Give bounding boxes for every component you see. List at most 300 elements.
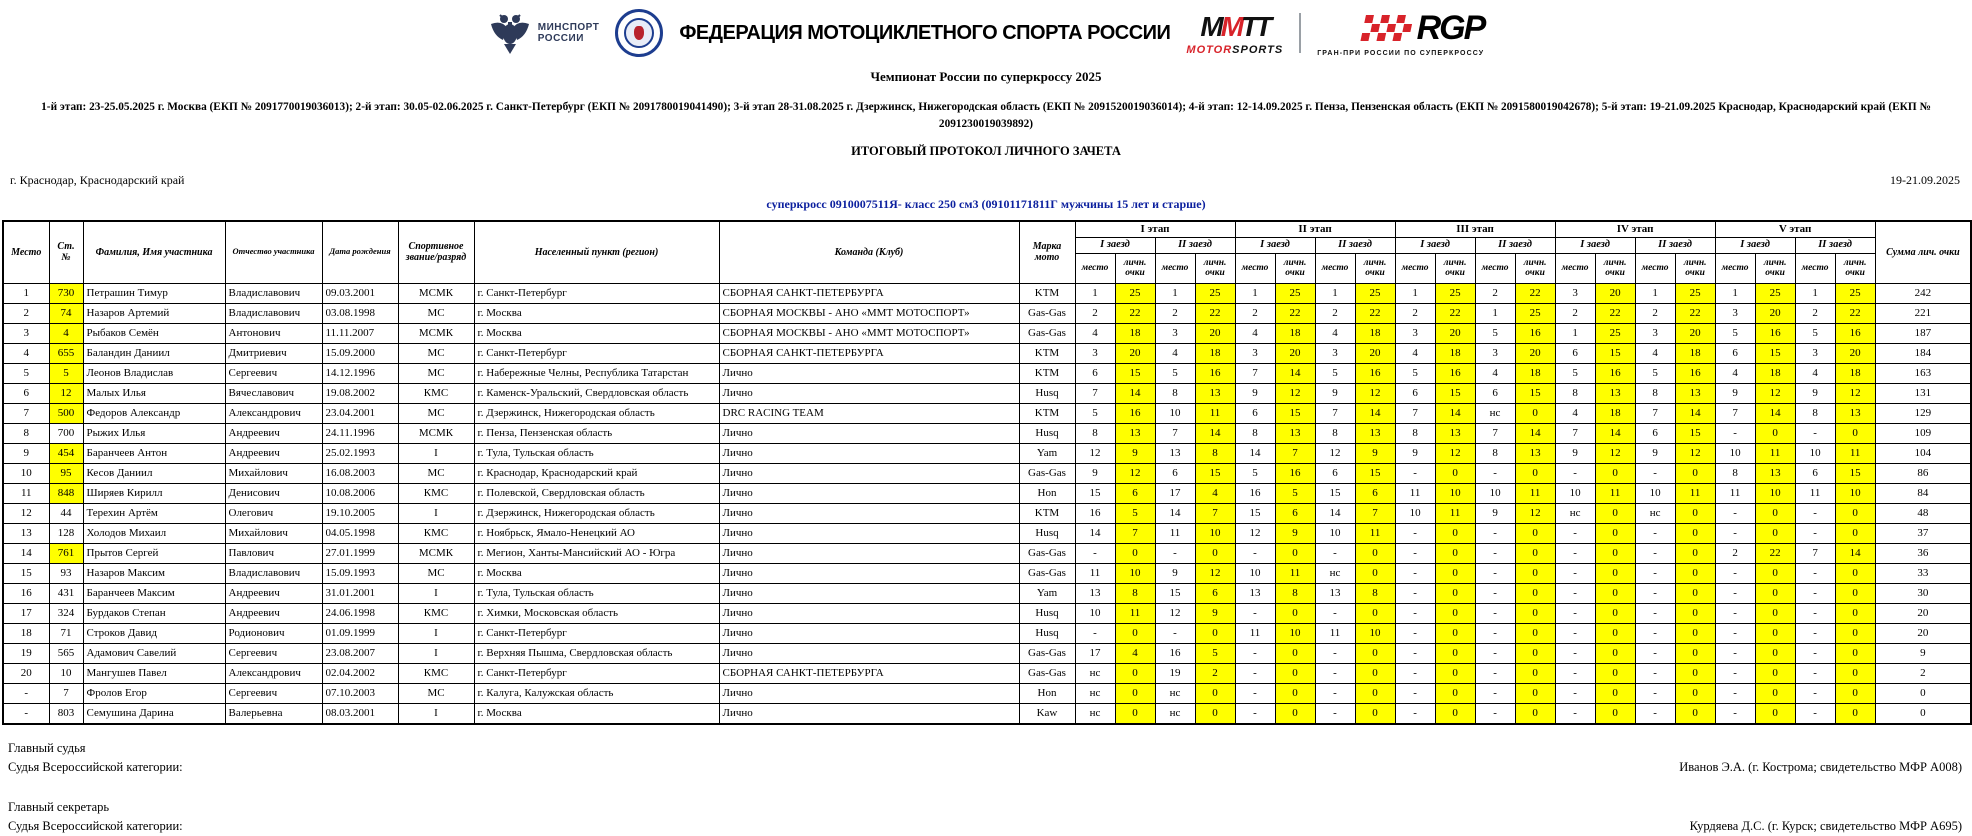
race-place: 7 (1235, 363, 1275, 383)
race-place: - (1475, 703, 1515, 724)
rider-team: Лично (719, 423, 1019, 443)
race-place: - (1635, 683, 1675, 703)
race-points: 0 (1595, 523, 1635, 543)
rider-rank: КМС (398, 383, 474, 403)
race-place: - (1715, 423, 1755, 443)
race-place: 9 (1395, 443, 1435, 463)
double-eagle-icon (488, 10, 532, 56)
subheader-points: личн. очки (1195, 253, 1235, 283)
race-points: 0 (1755, 703, 1795, 724)
chief-judge-name: Иванов Э.А. (г. Кострома; свидетельство МФР А008) (1679, 759, 1962, 774)
rgp-logo (1317, 9, 1484, 57)
race-place: 7 (1155, 423, 1195, 443)
col-header-patronymic: Отчество участника (225, 221, 322, 284)
race-points: 0 (1515, 643, 1555, 663)
rider-team: DRC RACING TEAM (719, 403, 1019, 423)
rider-patronymic: Владиславович (225, 303, 322, 323)
total-points: 84 (1875, 483, 1971, 503)
rider-patronymic: Михайлович (225, 463, 322, 483)
race-points: 7 (1195, 503, 1235, 523)
race-place: - (1315, 643, 1355, 663)
rider-name: Бурдаков Степан (83, 603, 225, 623)
race-place: 7 (1475, 423, 1515, 443)
subheader-points: личн. очки (1675, 253, 1715, 283)
race-points: 0 (1195, 683, 1235, 703)
race-place: - (1555, 683, 1595, 703)
race-place: 4 (1395, 343, 1435, 363)
race-points: 0 (1595, 503, 1635, 523)
race-points: 0 (1835, 643, 1875, 663)
rider-rank: МС (398, 563, 474, 583)
race-points: 0 (1515, 583, 1555, 603)
race-points: 0 (1355, 663, 1395, 683)
rider-team: Лично (719, 683, 1019, 703)
race-points: 0 (1595, 703, 1635, 724)
race-place: 11 (1315, 623, 1355, 643)
table-row (3, 363, 1971, 383)
race-place: нс (1155, 683, 1195, 703)
rider-name: Холодов Михаил (83, 523, 225, 543)
race-points: 18 (1275, 323, 1315, 343)
race-place: - (1635, 563, 1675, 583)
race-place: 4 (1635, 343, 1675, 363)
rider-dob: 15.09.1993 (322, 563, 398, 583)
bike-brand: Gas-Gas (1019, 303, 1075, 323)
chief-judge-role: Главный судья (8, 740, 86, 755)
event-location: г. Краснодар, Краснодарский край (10, 172, 185, 187)
bike-brand: Husq (1019, 603, 1075, 623)
rider-patronymic: Андреевич (225, 443, 322, 463)
total-points: 109 (1875, 423, 1971, 443)
race-place: - (1715, 603, 1755, 623)
race-points: 20 (1355, 343, 1395, 363)
race-points: 6 (1115, 483, 1155, 503)
race-points: 15 (1755, 343, 1795, 363)
race-place: 4 (1155, 343, 1195, 363)
race-points: 12 (1275, 383, 1315, 403)
race-place: 15 (1155, 583, 1195, 603)
total-points: 187 (1875, 323, 1971, 343)
race-place: - (1475, 523, 1515, 543)
race-place: 6 (1555, 343, 1595, 363)
race-points: 0 (1435, 663, 1475, 683)
race-place: 2 (1715, 543, 1755, 563)
race-place: - (1715, 643, 1755, 663)
race-points: 12 (1515, 503, 1555, 523)
race-place: 14 (1155, 503, 1195, 523)
bike-brand: KTM (1019, 403, 1075, 423)
race-place: 13 (1075, 583, 1115, 603)
race-points: 11 (1755, 443, 1795, 463)
race-place: - (1395, 523, 1435, 543)
race-place: - (1635, 623, 1675, 643)
rider-dob: 10.08.2006 (322, 483, 398, 503)
rider-name: Баландин Даниил (83, 343, 225, 363)
start-number: 5 (49, 363, 83, 383)
race-place: 5 (1795, 323, 1835, 343)
subheader-points: личн. очки (1115, 253, 1155, 283)
race-points: 16 (1435, 363, 1475, 383)
race-points: 15 (1435, 383, 1475, 403)
total-points: 48 (1875, 503, 1971, 523)
race-points: 0 (1755, 643, 1795, 663)
race-points: 0 (1115, 683, 1155, 703)
race-place: 8 (1555, 383, 1595, 403)
race-points: 11 (1675, 483, 1715, 503)
rider-patronymic: Владиславович (225, 563, 322, 583)
race-points: 6 (1355, 483, 1395, 503)
rider-team: СБОРНАЯ САНКТ-ПЕТЕРБУРГА (719, 283, 1019, 303)
rider-dob: 19.10.2005 (322, 503, 398, 523)
race-place: - (1715, 703, 1755, 724)
bike-brand: Gas-Gas (1019, 643, 1075, 663)
race-place: нс (1635, 503, 1675, 523)
rider-city: г. Санкт-Петербург (474, 623, 719, 643)
rider-team: Лично (719, 563, 1019, 583)
rider-team: Лично (719, 543, 1019, 563)
rider-dob: 02.04.2002 (322, 663, 398, 683)
race-points: 25 (1835, 283, 1875, 303)
table-row (3, 563, 1971, 583)
race-points: 22 (1595, 303, 1635, 323)
race-points: 20 (1675, 323, 1715, 343)
race-points: 12 (1755, 383, 1795, 403)
race-place: - (1555, 523, 1595, 543)
result-place: 1 (3, 283, 49, 303)
table-row (3, 663, 1971, 683)
race-place: 11 (1715, 483, 1755, 503)
race-place: 2 (1475, 283, 1515, 303)
race-place: 3 (1075, 343, 1115, 363)
race-place: 9 (1315, 383, 1355, 403)
race-points: 14 (1755, 403, 1795, 423)
race-place: 7 (1075, 383, 1115, 403)
race-points: 0 (1515, 523, 1555, 543)
race-points: 10 (1275, 623, 1315, 643)
rider-patronymic: Андреевич (225, 603, 322, 623)
race-points: 0 (1435, 703, 1475, 724)
result-place: 11 (3, 483, 49, 503)
rider-city: г. Верхняя Пышма, Свердловская область (474, 643, 719, 663)
race-place: 5 (1315, 363, 1355, 383)
rider-team: Лично (719, 603, 1019, 623)
race-place: 5 (1155, 363, 1195, 383)
race-points: 0 (1835, 563, 1875, 583)
race-points: 16 (1595, 363, 1635, 383)
race-place: - (1795, 423, 1835, 443)
rider-rank: МС (398, 463, 474, 483)
race-points: 0 (1835, 423, 1875, 443)
result-place: 3 (3, 323, 49, 343)
result-place: 9 (3, 443, 49, 463)
race-points: 0 (1115, 663, 1155, 683)
rider-name: Кесов Даниил (83, 463, 225, 483)
race-place: - (1315, 543, 1355, 563)
race-points: 0 (1275, 683, 1315, 703)
start-number: 10 (49, 663, 83, 683)
race-place: нс (1075, 703, 1115, 724)
stage-header-3: III этап (1395, 221, 1555, 238)
race-place: - (1795, 503, 1835, 523)
total-points: 37 (1875, 523, 1971, 543)
race-points: 13 (1115, 423, 1155, 443)
rider-team: СБОРНАЯ САНКТ-ПЕТЕРБУРГА (719, 663, 1019, 683)
bike-brand: Hon (1019, 483, 1075, 503)
race-place: 8 (1475, 443, 1515, 463)
race-place: 16 (1075, 503, 1115, 523)
race-place: 2 (1635, 303, 1675, 323)
subheader-points: личн. очки (1435, 253, 1475, 283)
race-points: 12 (1435, 443, 1475, 463)
race-place: - (1235, 603, 1275, 623)
chief-secretary-name: Курдяева Д.С. (г. Курск; свидетельство МФР А695) (1689, 819, 1962, 834)
table-row (3, 343, 1971, 363)
rider-dob: 25.02.1993 (322, 443, 398, 463)
race-place: - (1395, 583, 1435, 603)
race-place: 5 (1475, 323, 1515, 343)
race-points: 0 (1515, 403, 1555, 423)
race-points: 0 (1675, 643, 1715, 663)
start-number: 12 (49, 383, 83, 403)
rider-patronymic: Родионович (225, 623, 322, 643)
rider-city: г. Дзержинск, Нижегородская область (474, 403, 719, 423)
mmt-logo-text: MMTT (1200, 10, 1270, 42)
race-place: - (1475, 643, 1515, 663)
rider-team: Лично (719, 503, 1019, 523)
rider-name: Малых Илья (83, 383, 225, 403)
rider-dob: 07.10.2003 (322, 683, 398, 703)
race-place: 5 (1395, 363, 1435, 383)
table-row (3, 383, 1971, 403)
race-points: 0 (1675, 703, 1715, 724)
race-header: I заезд (1395, 237, 1475, 253)
rider-city: г. Полевской, Свердловская область (474, 483, 719, 503)
race-points: 8 (1115, 583, 1155, 603)
race-place: - (1555, 623, 1595, 643)
rider-city: г. Москва (474, 303, 719, 323)
race-points: 7 (1275, 443, 1315, 463)
race-points: 6 (1275, 503, 1315, 523)
rider-name: Ширяев Кирилл (83, 483, 225, 503)
race-points: 13 (1595, 383, 1635, 403)
race-points: 13 (1275, 423, 1315, 443)
race-place: 5 (1635, 363, 1675, 383)
rider-team: Лично (719, 463, 1019, 483)
race-points: 0 (1515, 683, 1555, 703)
race-points: 15 (1675, 423, 1715, 443)
rider-patronymic: Вячеславович (225, 383, 322, 403)
bike-brand: Husq (1019, 623, 1075, 643)
rider-patronymic: Александрович (225, 403, 322, 423)
race-place: 9 (1155, 563, 1195, 583)
rider-team: СБОРНАЯ МОСКВЫ - АНО «ММТ МОТОСПОРТ» (719, 303, 1019, 323)
race-points: 0 (1435, 623, 1475, 643)
race-place: 15 (1075, 483, 1115, 503)
rider-dob: 16.08.2003 (322, 463, 398, 483)
race-place: 7 (1315, 403, 1355, 423)
race-points: 25 (1355, 283, 1395, 303)
table-row (3, 403, 1971, 423)
race-place: 12 (1235, 523, 1275, 543)
race-header: II заезд (1635, 237, 1715, 253)
rider-team: Лично (719, 643, 1019, 663)
race-place: 8 (1635, 383, 1675, 403)
race-place: - (1715, 523, 1755, 543)
rider-dob: 11.11.2007 (322, 323, 398, 343)
rider-city: г. Тула, Тульская область (474, 443, 719, 463)
race-header: II заезд (1475, 237, 1555, 253)
race-points: 13 (1515, 443, 1555, 463)
race-place: - (1555, 663, 1595, 683)
race-points: 25 (1515, 303, 1555, 323)
race-place: - (1795, 523, 1835, 543)
race-points: 8 (1195, 443, 1235, 463)
race-points: 18 (1115, 323, 1155, 343)
mmt-motorsports-logo (1186, 11, 1283, 56)
race-place: - (1635, 543, 1675, 563)
race-points: 16 (1115, 403, 1155, 423)
championship-title: Чемпионат России по суперкроссу 2025 (870, 69, 1102, 84)
race-points: 0 (1675, 683, 1715, 703)
logo-strip (0, 0, 1972, 60)
rider-rank: I (398, 583, 474, 603)
race-place: 6 (1635, 423, 1675, 443)
total-points: 129 (1875, 403, 1971, 423)
total-points: 131 (1875, 383, 1971, 403)
rider-team: Лично (719, 383, 1019, 403)
table-row (3, 523, 1971, 543)
race-points: 14 (1515, 423, 1555, 443)
race-points: 0 (1755, 683, 1795, 703)
race-points: 0 (1755, 523, 1795, 543)
race-points: 0 (1435, 543, 1475, 563)
race-place: - (1635, 463, 1675, 483)
race-place: - (1555, 543, 1595, 563)
rider-dob: 27.01.1999 (322, 543, 398, 563)
race-place: - (1475, 603, 1515, 623)
federation-title: ФЕДЕРАЦИЯ МОТОЦИКЛЕТНОГО СПОРТА РОССИИ (679, 21, 1171, 44)
start-number: 454 (49, 443, 83, 463)
race-points: 0 (1835, 583, 1875, 603)
start-number: 565 (49, 643, 83, 663)
race-place: 4 (1715, 363, 1755, 383)
rider-team: Лично (719, 363, 1019, 383)
race-place: 3 (1475, 343, 1515, 363)
race-points: 18 (1355, 323, 1395, 343)
race-points: 0 (1355, 603, 1395, 623)
race-place: - (1635, 523, 1675, 543)
race-points: 0 (1755, 623, 1795, 643)
race-points: 0 (1435, 643, 1475, 663)
race-points: 18 (1435, 343, 1475, 363)
race-header: I заезд (1715, 237, 1795, 253)
race-place: нс (1315, 563, 1355, 583)
race-place: - (1475, 623, 1515, 643)
rider-rank: I (398, 643, 474, 663)
race-place: 19 (1155, 663, 1195, 683)
race-place: 9 (1075, 463, 1115, 483)
result-place: 19 (3, 643, 49, 663)
total-points: 36 (1875, 543, 1971, 563)
race-points: 0 (1115, 703, 1155, 724)
table-row (3, 303, 1971, 323)
race-points: 0 (1675, 503, 1715, 523)
col-header-rank: Спортивное звание/разряд (398, 221, 474, 284)
bike-brand: Gas-Gas (1019, 563, 1075, 583)
race-place: - (1075, 623, 1115, 643)
subheader-place: место (1395, 253, 1435, 283)
race-place: - (1395, 663, 1435, 683)
race-points: 15 (1195, 463, 1235, 483)
bike-brand: Hon (1019, 683, 1075, 703)
race-points: 16 (1275, 463, 1315, 483)
race-points: 10 (1435, 483, 1475, 503)
bike-brand: Yam (1019, 443, 1075, 463)
bike-brand: KTM (1019, 503, 1075, 523)
table-row (3, 543, 1971, 563)
rider-rank: МС (398, 403, 474, 423)
rider-dob: 14.12.1996 (322, 363, 398, 383)
race-place: 7 (1555, 423, 1595, 443)
race-points: 15 (1835, 463, 1875, 483)
race-place: - (1475, 543, 1515, 563)
subheader-place: место (1075, 253, 1115, 283)
race-header: I заезд (1075, 237, 1155, 253)
total-points: 242 (1875, 283, 1971, 303)
subheader-place: место (1155, 253, 1195, 283)
race-place: - (1155, 543, 1195, 563)
table-row (3, 323, 1971, 343)
subheader-place: место (1795, 253, 1835, 283)
race-place: - (1635, 643, 1675, 663)
total-points: 0 (1875, 683, 1971, 703)
rider-city: г. Дзержинск, Нижегородская область (474, 503, 719, 523)
stage-header-row (3, 221, 1971, 238)
race-points: 9 (1355, 443, 1395, 463)
start-number: 848 (49, 483, 83, 503)
race-place: 3 (1795, 343, 1835, 363)
race-points: 0 (1275, 543, 1315, 563)
race-place: нс (1075, 663, 1115, 683)
rider-patronymic: Дмитриевич (225, 343, 322, 363)
race-place: - (1475, 463, 1515, 483)
rider-dob: 24.06.1998 (322, 603, 398, 623)
bike-brand: Gas-Gas (1019, 463, 1075, 483)
race-points: 25 (1595, 323, 1635, 343)
race-points: 12 (1835, 383, 1875, 403)
bike-brand: Gas-Gas (1019, 543, 1075, 563)
race-place: - (1235, 643, 1275, 663)
race-place: - (1795, 683, 1835, 703)
result-place: 7 (3, 403, 49, 423)
race-points: 25 (1195, 283, 1235, 303)
race-points: 10 (1195, 523, 1235, 543)
rider-dob: 31.01.2001 (322, 583, 398, 603)
results-table (2, 220, 1972, 725)
race-points: 22 (1835, 303, 1875, 323)
race-place: 10 (1075, 603, 1115, 623)
race-points: 0 (1115, 623, 1155, 643)
race-place: 4 (1315, 323, 1355, 343)
mmt-motorsports-label: MOTORSPORTS (1186, 43, 1284, 56)
total-points: 163 (1875, 363, 1971, 383)
race-points: 0 (1835, 663, 1875, 683)
race-place: - (1715, 683, 1755, 703)
race-points: 16 (1355, 363, 1395, 383)
race-place: - (1795, 623, 1835, 643)
start-number: 730 (49, 283, 83, 303)
race-place: - (1555, 603, 1595, 623)
